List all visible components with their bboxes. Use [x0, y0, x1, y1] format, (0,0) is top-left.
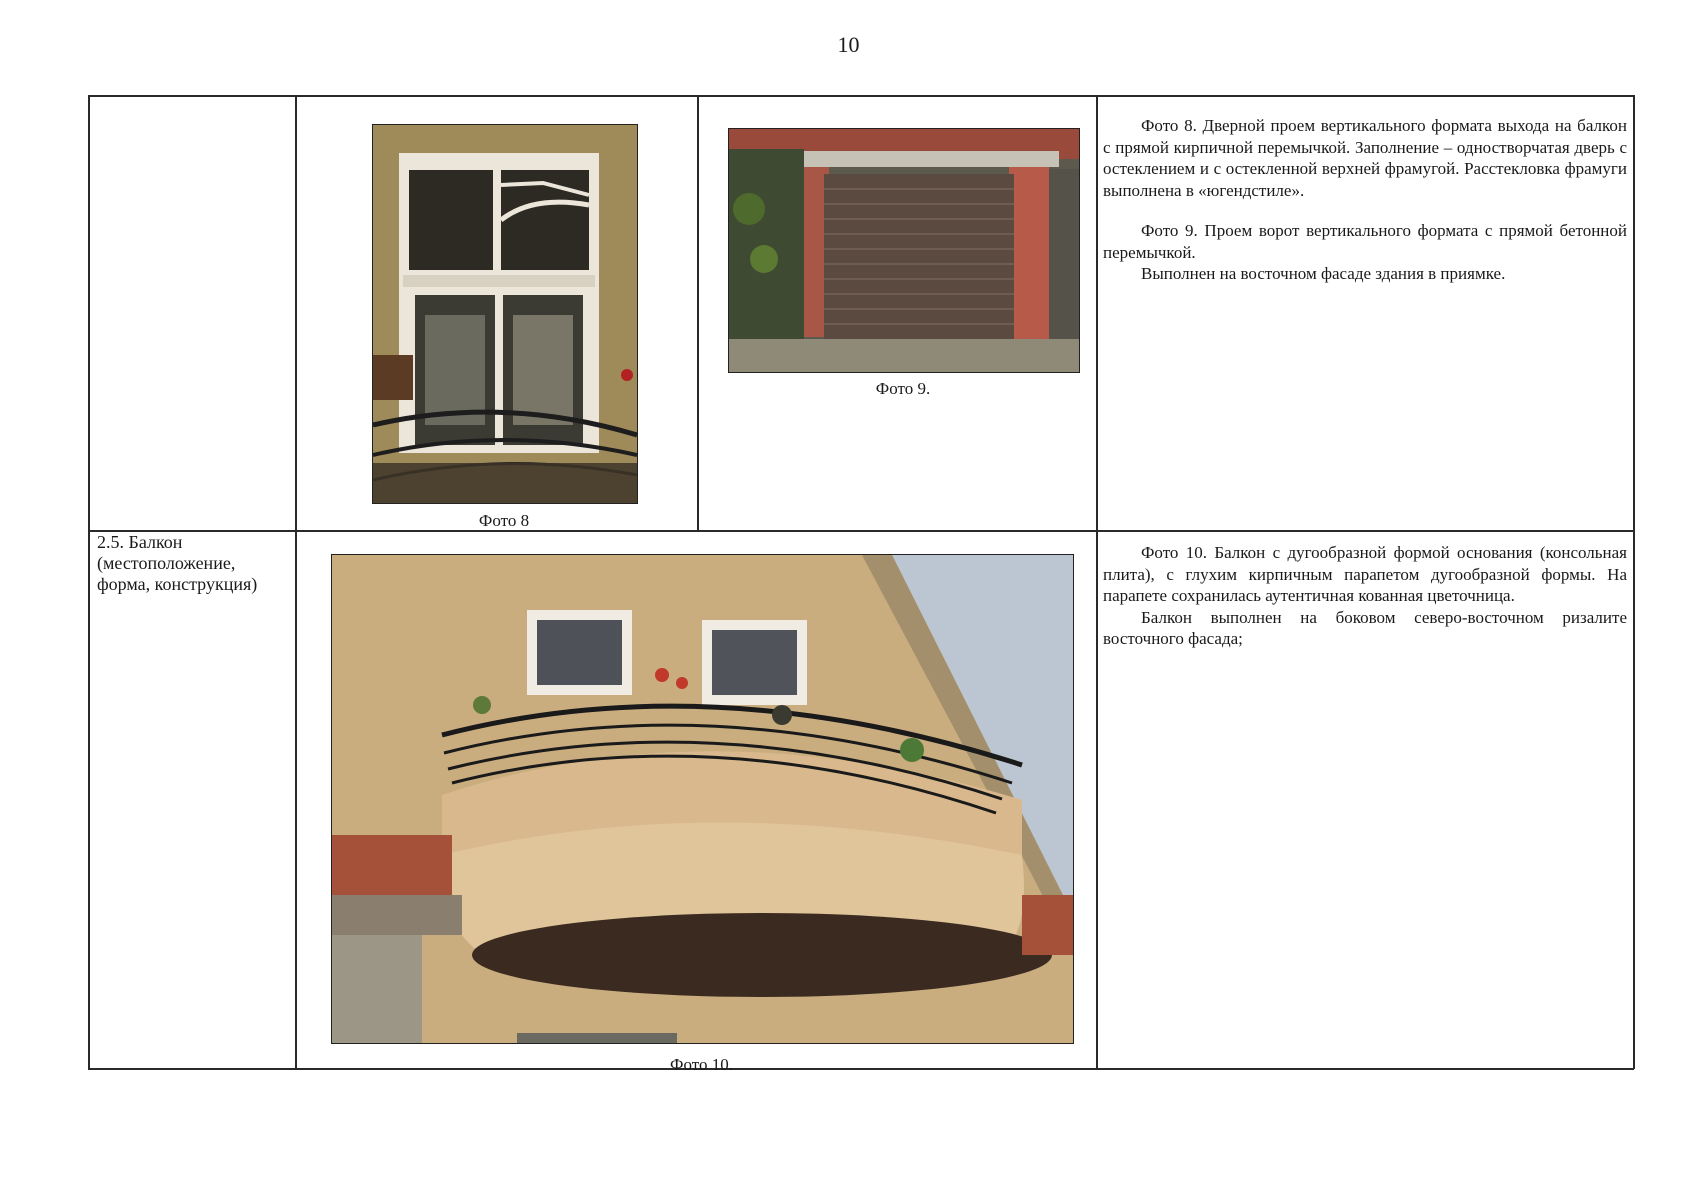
photo-9-location: Выполнен на восточном фасаде здания в приямке. [1141, 264, 1506, 283]
table-row-divider [88, 530, 1634, 532]
balcony-section-label: 2.5. Балкон (местоположение, форма, конструкция) [97, 532, 258, 594]
photo-8-caption: Фото 8 [478, 511, 530, 530]
table-border-left [88, 95, 90, 1069]
photo-10-description: Фото 10. Балкон с дугообразной формой основания (консольная плита), с глухим кирпичным парапетом дугообразной формы. На парапете сохранилась аутентичная кованная цветочница. [1103, 543, 1627, 605]
table-col-divider-1 [295, 95, 297, 1069]
row2-description [1103, 542, 1627, 650]
table-col-divider-2 [697, 95, 699, 531]
row1-description [1103, 115, 1627, 285]
photo-8-description: Фото 8. Дверной проем вертикального формата выхода на балкон с прямой кирпичной перемычкой. Заполнение – одностворчатая дверь с остеклением и с остекленной верхней фрамугой. Расстекловка фрамуги выполнена в «югендстиле». [1103, 116, 1627, 200]
photo-9-description: Фото 9. Проем ворот вертикального формата с прямой бетонной перемычкой. [1103, 221, 1627, 262]
photo-10-location: Балкон выполнен на боковом северо-восточном ризалите восточного фасада; [1103, 607, 1627, 648]
photo-9-caption: Фото 9. [875, 379, 931, 398]
table-border-right [1633, 95, 1635, 1069]
photo-8-door-image [372, 124, 638, 504]
table-col-divider-3 [1096, 95, 1098, 1069]
photo-10-caption: Фото 10. [670, 1055, 733, 1074]
photo-9-gate-image [728, 128, 1080, 373]
table-border-top [88, 95, 1634, 97]
photo-10-balcony-image [331, 554, 1074, 1044]
page-number: 10 [837, 32, 860, 57]
